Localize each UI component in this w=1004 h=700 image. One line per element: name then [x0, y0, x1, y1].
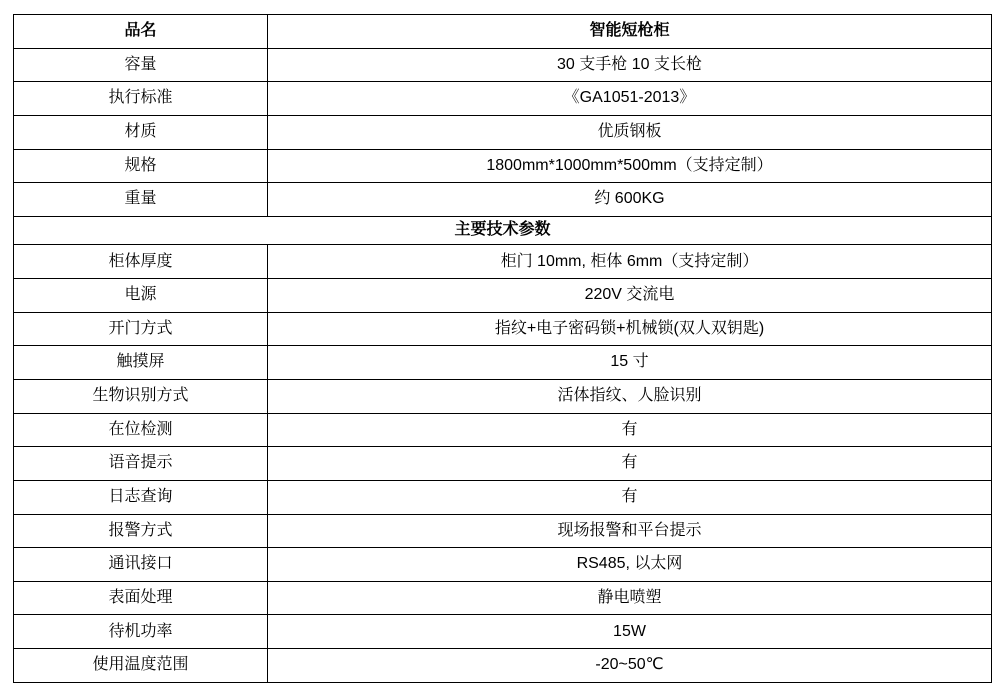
spec-label-cell: 执行标准 — [14, 82, 268, 116]
table-row — [14, 15, 992, 49]
spec-label-cell: 开门方式 — [14, 312, 268, 346]
table-row — [14, 413, 992, 447]
table-row — [14, 514, 992, 548]
table-row — [14, 649, 992, 683]
spec-label-cell: 报警方式 — [14, 514, 268, 548]
spec-label-cell: 通讯接口 — [14, 548, 268, 582]
spec-value-cell: 15 寸 — [268, 346, 992, 380]
spec-label-cell: 语音提示 — [14, 447, 268, 481]
spec-value-cell: 智能短枪柜 — [268, 15, 992, 49]
spec-value-cell: 30 支手枪 10 支长枪 — [268, 48, 992, 82]
section-row — [14, 216, 992, 245]
spec-label-cell: 待机功率 — [14, 615, 268, 649]
spec-value-cell: 220V 交流电 — [268, 279, 992, 313]
spec-label-cell: 规格 — [14, 149, 268, 183]
spec-value-cell: 有 — [268, 447, 992, 481]
spec-label-cell: 柜体厚度 — [14, 245, 268, 279]
spec-table-body — [14, 15, 992, 683]
table-row — [14, 115, 992, 149]
table-row — [14, 245, 992, 279]
table-row — [14, 149, 992, 183]
spec-value-cell: 1800mm*1000mm*500mm（支持定制） — [268, 149, 992, 183]
product-spec-table — [13, 14, 992, 683]
spec-value-cell: 现场报警和平台提示 — [268, 514, 992, 548]
spec-label-cell: 电源 — [14, 279, 268, 313]
spec-value-cell: 有 — [268, 413, 992, 447]
spec-value-cell: 静电喷塑 — [268, 581, 992, 615]
spec-value-cell: 活体指纹、人脸识别 — [268, 379, 992, 413]
table-row — [14, 48, 992, 82]
table-row — [14, 183, 992, 217]
spec-label-cell: 品名 — [14, 15, 268, 49]
table-row — [14, 447, 992, 481]
spec-value-cell: 15W — [268, 615, 992, 649]
spec-label-cell: 在位检测 — [14, 413, 268, 447]
spec-label-cell: 容量 — [14, 48, 268, 82]
table-row — [14, 615, 992, 649]
spec-label-cell: 使用温度范围 — [14, 649, 268, 683]
spec-label-cell: 材质 — [14, 115, 268, 149]
spec-label-cell: 表面处理 — [14, 581, 268, 615]
spec-value-cell: 《GA1051-2013》 — [268, 82, 992, 116]
table-row — [14, 379, 992, 413]
spec-value-cell: 指纹+电子密码锁+机械锁(双人双钥匙) — [268, 312, 992, 346]
section-header-cell: 主要技术参数 — [14, 216, 992, 245]
spec-value-cell: 约 600KG — [268, 183, 992, 217]
spec-value-cell: 优质钢板 — [268, 115, 992, 149]
spec-label-cell: 重量 — [14, 183, 268, 217]
table-row — [14, 581, 992, 615]
table-row — [14, 548, 992, 582]
document-page — [0, 14, 1004, 700]
spec-label-cell: 生物识别方式 — [14, 379, 268, 413]
table-row — [14, 279, 992, 313]
spec-value-cell: -20~50℃ — [268, 649, 992, 683]
spec-value-cell: 柜门 10mm, 柜体 6mm（支持定制） — [268, 245, 992, 279]
table-row — [14, 346, 992, 380]
spec-value-cell: RS485, 以太网 — [268, 548, 992, 582]
spec-value-cell: 有 — [268, 480, 992, 514]
spec-label-cell: 触摸屏 — [14, 346, 268, 380]
table-row — [14, 480, 992, 514]
table-row — [14, 312, 992, 346]
table-row — [14, 82, 992, 116]
spec-label-cell: 日志查询 — [14, 480, 268, 514]
